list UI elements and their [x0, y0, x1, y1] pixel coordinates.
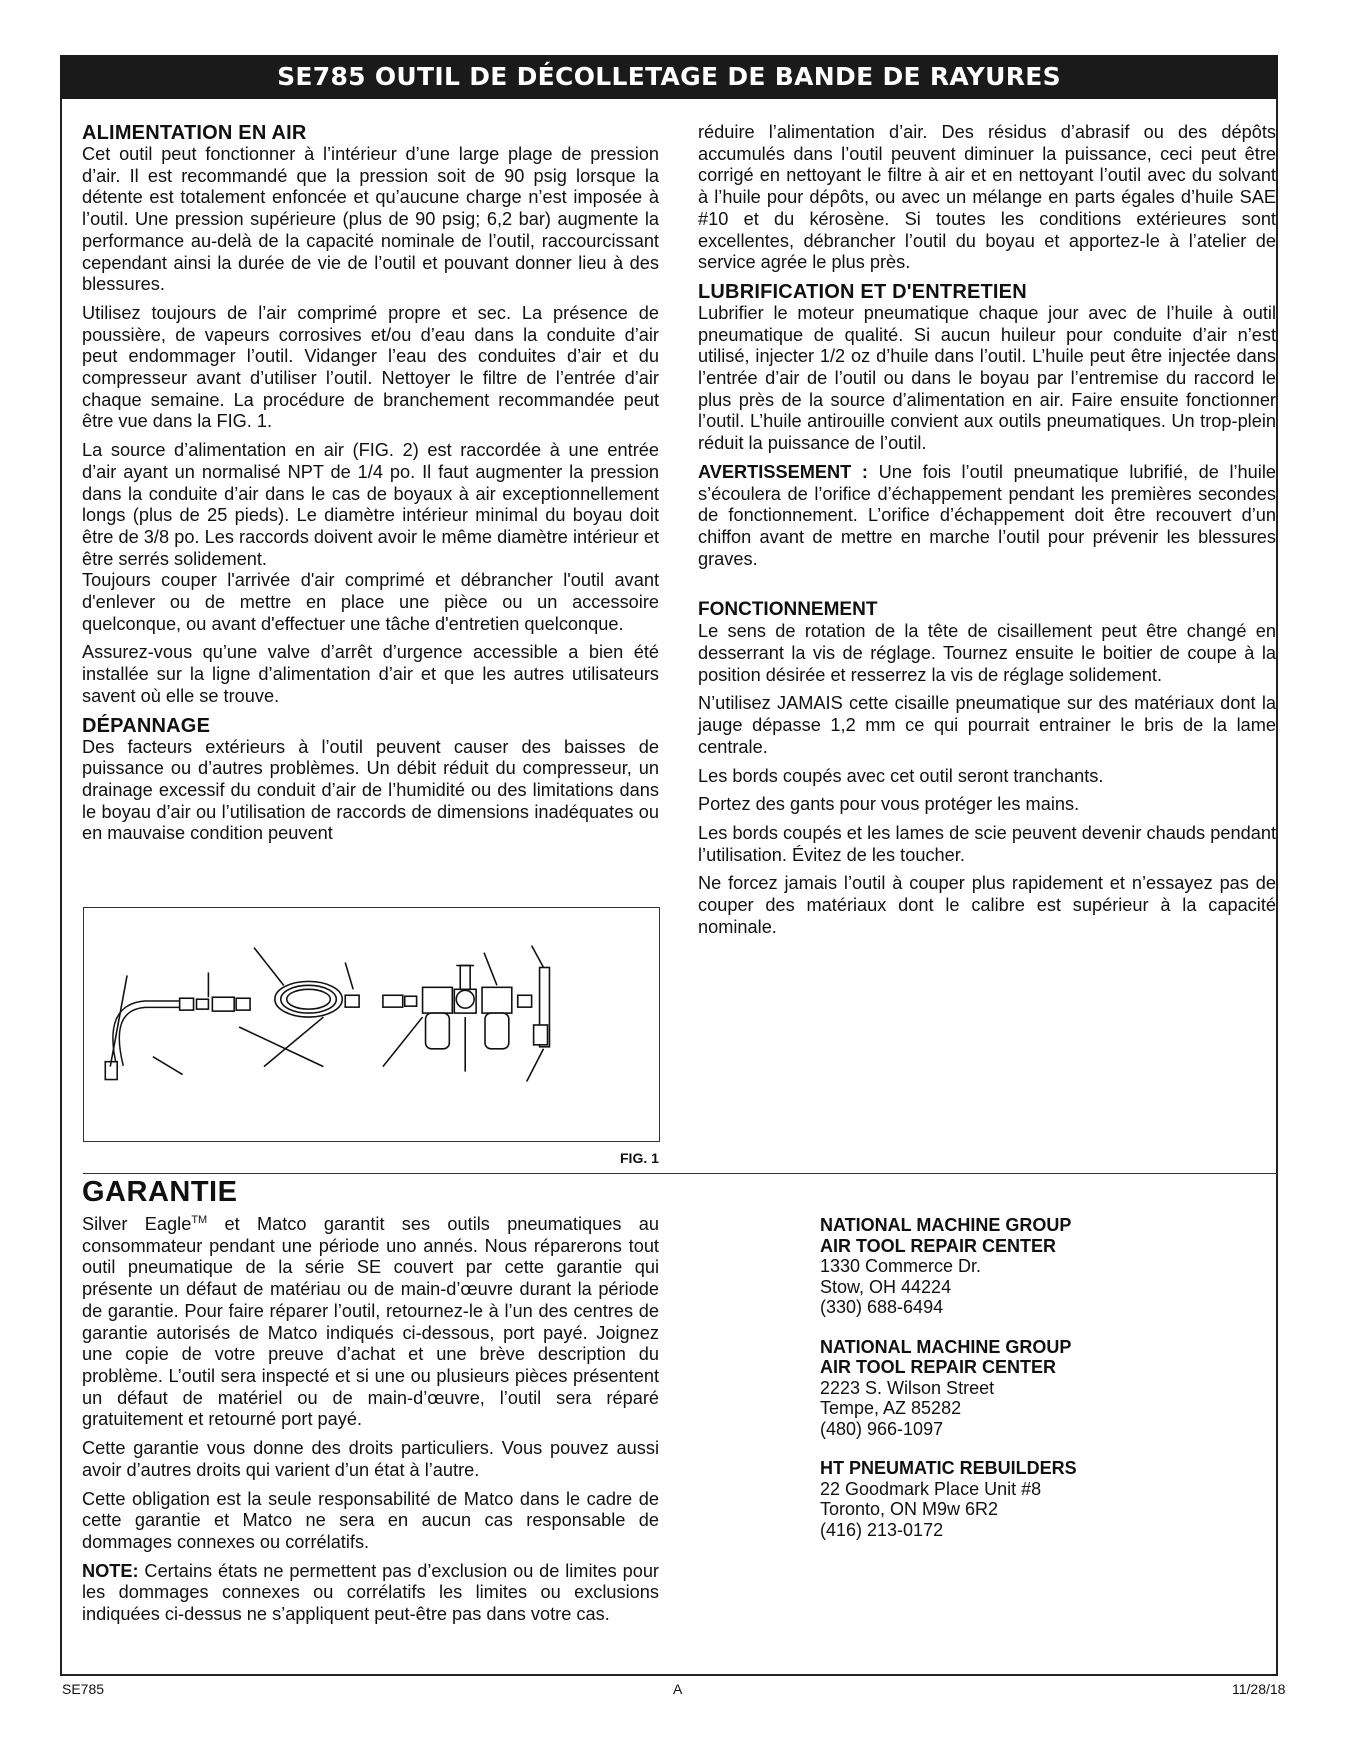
paragraph: Les bords coupés et les lames de scie peuvent devenir chauds pendant l’utilisation. Évitez de les toucher.	[698, 822, 1276, 865]
center-phone: (480) 966-1097	[820, 1418, 944, 1439]
heading-depannage: DÉPANNAGE	[82, 714, 211, 737]
paragraph	[82, 1210, 659, 1431]
paragraph: Les bords coupés avec cet outil seront tranchants.	[698, 765, 1104, 786]
heading-lubrification: LUBRIFICATION ET D'ENTRETIEN	[698, 280, 1027, 303]
paragraph: Cette garantie vous donne des droits particuliers. Vous pouvez aussi avoir d’autres droits qui varient d’un état à l’autre.	[82, 1438, 659, 1480]
footer-model: SE785	[62, 1681, 105, 1697]
paragraph: Toujours couper l'arrivée d'air comprimé et débrancher l'outil avant d'enlever ou de mettre en place une pièce ou un accessoire quelconque, ou avant d'effectuer une tâche d'entretien quelconque.	[82, 570, 659, 634]
paragraph: Lubrifier le moteur pneumatique chaque jour avec de l’huile à outil pneumatique de qualité. Si aucun huileur pour conduite d’air n’est utilisé, injecter 1/2 oz d’huile dans l’outil. L’huile peut être injectée dans l’entrée d’air de l’outil ou dans le boyau par l’entremise du raccord le plus près de la source d’alimentation en air. Faire ensuite fonctionner l’outil. L’huile antirouille convient aux outils pneumatiques. Un trop-plein réduit la puissance de l’outil.	[698, 302, 1276, 454]
service-center	[820, 1337, 1077, 1440]
warning-text: Une fois l’outil pneumatique lubrifié, de l’huile s’écoulera de l’orifice d’échappement pendant les premières secondes de fonctionnement. L’orifice d’échappement doit être recouvert d’un chiffon avant de mettre en marche l’outil pour prévenir les blessures graves.	[698, 461, 1276, 569]
paragraph: Cet outil peut fonctionner à l’intérieur d’une large plage de pression d’air. Il est recommandé que la pression soit de 90 psig lorsque la détente est totalement enfoncée et qu’aucune charge n’est imposée à l’outil. Une pression supérieure (plus de 90 psig; 6,2 bar) augmente la performance au-delà de la capacité nominale de l’outil, raccourcissant cependant ainsi la durée de vie de l’outil et pouvant donner lieu à des blessures.	[82, 144, 659, 295]
right-column	[698, 122, 1276, 946]
paragraph: Cette obligation est la seule responsabilité de Matco dans le cadre de cette garantie et Matco ne sera en aucun cas responsable de dommages connexes ou corrélatifs.	[82, 1488, 659, 1552]
paragraph: N’utilisez JAMAIS cette cisaille pneumatique sur des matériaux dont la jauge dépasse 1,2 mm ce qui pourrait entrainer le bris de la lame centrale.	[698, 693, 1276, 757]
center-address: 22 Goodmark Place Unit #8	[820, 1478, 1042, 1499]
center-phone: (330) 688-6494	[820, 1297, 944, 1317]
center-subname: AIR TOOL REPAIR CENTER	[820, 1235, 1057, 1256]
center-address: 1330 Commerce Dr.	[820, 1256, 982, 1276]
paragraph: Ne forcez jamais l’outil à couper plus rapidement et n’essayez pas de couper des matériaux dont le calibre est supérieur à la capacité nominale.	[698, 873, 1276, 937]
warning-paragraph	[698, 462, 1276, 571]
service-center	[820, 1215, 1077, 1318]
trademark-mark: TM	[191, 1214, 208, 1226]
center-city: Tempe, AZ 85282	[820, 1398, 962, 1418]
note-label: NOTE:	[82, 1560, 139, 1581]
paragraph: La source d’alimentation en air (FIG. 2) est raccordée à une entrée d’air ayant un normalisé NPT de 1/4 po. Il faut augmenter la pression dans la conduite d’air dans le cas de boyaux à air exceptionnellement longs (plus de 25 pieds). Le diamètre intérieur minimal du boyau doit être de 3/8 po. Les raccords doivent avoir le même diamètre intérieur et être serrés solidement.	[82, 440, 659, 569]
center-name: NATIONAL MACHINE GROUP	[820, 1336, 1072, 1357]
diagram-illustration	[84, 908, 659, 1141]
paragraph: Utilisez toujours de l’air comprimé propre et sec. La présence de poussière, de vapeurs corrosives et/ou d’eau dans la conduite d’air peut endommager l’outil. Vidanger l’eau des conduites d’air et du compresseur avant d’utiliser l’outil. Nettoyer le filtre de l’entrée d’air chaque semaine. La procédure de branchement recommandée peut être vue dans la FIG. 1.	[82, 302, 659, 432]
brand-name: Silver Eagle	[82, 1214, 192, 1235]
service-center	[820, 1458, 1077, 1540]
service-centers	[820, 1215, 1077, 1559]
left-column	[82, 120, 659, 852]
heading-fonctionnement: FONCTIONNEMENT	[698, 599, 878, 621]
footer-date: 11/28/18	[1232, 1681, 1286, 1697]
center-phone: (416) 213-0172	[820, 1519, 944, 1540]
figure-label: FIG. 1	[620, 1150, 659, 1166]
paragraph-text: et Matco garantit ses outils pneumatiques au consommateur pendant une période uno annés. Nous réparerons tout outil pneumatique de la série SE couvert par cette garantie qui présente un défaut de matériau ou de main-d’œuvre durant la période de garantie. Pour faire réparer l’outil, retournez-le à l’un des centres de garantie autorisés de Matco indiqués ci-dessous, port payé. Joignez une copie de votre preuve d’achat et une brève description du problème. L’outil sera inspecté et si une ou plusieurs pièces présentent un défaut de matériel ou de main-d’œuvre, l’outil sera réparé gratuitement et retourné port payé.	[82, 1214, 659, 1430]
note-text: Certains états ne permettent pas d’exclusion ou de limites pour les dommages connexes ou corrélatifs les limites ou exclusions indiquées ci-dessus ne s’appliquent peut-être pas dans votre cas.	[82, 1560, 659, 1625]
warning-label: AVERTISSEMENT :	[698, 461, 868, 482]
center-name: HT PNEUMATIC REBUILDERS	[820, 1458, 1077, 1478]
paragraph: Des facteurs extérieurs à l’outil peuvent causer des baisses de puissance ou d’autres problèmes. Un débit réduit du compresseur, un drainage excessif du conduit d’air de l’humidité ou des limitations dans le boyau d’air ou l’utilisation de raccords de dimensions inadéquates ou en mauvaise condition peuvent	[82, 736, 659, 844]
center-name: NATIONAL MACHINE GROUP	[820, 1215, 1072, 1235]
center-subname: AIR TOOL REPAIR CENTER	[820, 1357, 1057, 1377]
note-paragraph	[82, 1561, 659, 1626]
page-title: SE785 OUTIL DE DÉCOLLETAGE DE BANDE DE RAYURES	[60, 55, 1278, 99]
center-city: Stow, OH 44224	[820, 1276, 952, 1297]
paragraph: réduire l’alimentation d’air. Des résidus d’abrasif ou des dépôts accumulés dans l’outil peuvent diminuer la puissance, ceci peut être corrigé en nettoyant le filtre à air et en nettoyant l’outil avec du solvant à l’huile pour dépôts, ou avec un mélange en parts égales d’huile SAE #10 et du kérosène. Si toutes les conditions extérieures sont excellentes, débrancher l’outil du boyau et apportez-le à l’atelier de service agrée le plus près.	[698, 122, 1276, 273]
footer-page: A	[673, 1681, 683, 1697]
center-address: 2223 S. Wilson Street	[820, 1377, 995, 1398]
section-divider	[83, 1173, 1278, 1174]
heading-alimentation: ALIMENTATION EN AIR	[82, 122, 307, 144]
paragraph: Le sens de rotation de la tête de cisaillement peut être changé en desserrant la vis de réglage. Tournez ensuite le boitier de coupe à la position désirée et resserrez la vis de réglage solidement.	[698, 621, 1276, 685]
center-city: Toronto, ON M9w 6R2	[820, 1499, 999, 1519]
paragraph: Assurez-vous qu’une valve d’arrêt d’urgence accessible a bien été installée sur la ligne d’alimentation d’air et que les autres utilisateurs savent où elle se trouve.	[82, 642, 659, 706]
air-supply-diagram	[83, 907, 660, 1142]
garantie-heading: GARANTIE	[82, 1176, 238, 1208]
garantie-text	[82, 1210, 659, 1633]
paragraph: Portez des gants pour vous protéger les mains.	[698, 794, 1080, 815]
